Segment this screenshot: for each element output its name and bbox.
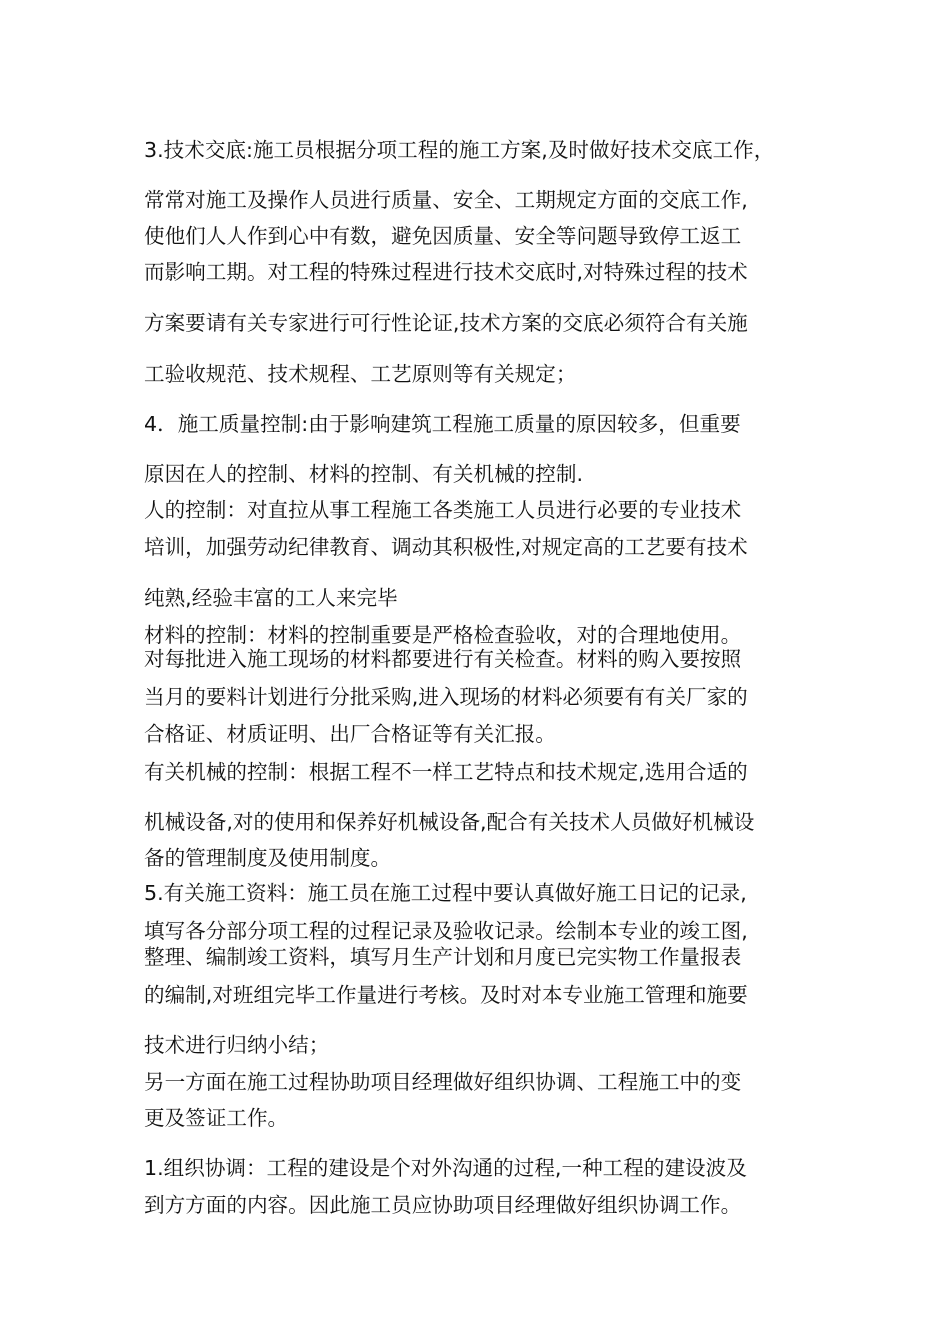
paragraph-line: 工验收规范、技术规程、工艺原则等有关规定； [144, 362, 577, 386]
paragraph-line: 使他们人人作到心中有数，避免因质量、安全等问题导致停工返工 [144, 224, 742, 248]
paragraph-line: 纯熟,经验丰富的工人来完毕 [144, 586, 398, 610]
paragraph-line: 4．施工质量控制:由于影响建筑工程施工质量的原因较多，但重要 [144, 412, 741, 436]
paragraph-line: 的编制,对班组完毕工作量进行考核。及时对本专业施工管理和施要 [144, 983, 748, 1007]
paragraph-line: 到方方面的内容。因此施工员应协助项目经理做好组织协调工作。 [144, 1193, 742, 1217]
paragraph-line: 原因在人的控制、材料的控制、有关机械的控制. [144, 462, 584, 486]
paragraph-line: 人的控制：对直拉从事工程施工各类施工人员进行必要的专业技术 [144, 498, 742, 522]
paragraph-line: 填写各分部分项工程的过程记录及验收记录。绘制本专业的竣工图, [144, 919, 748, 943]
paragraph-line: 当月的要料计划进行分批采购,进入现场的材料必须要有有关厂家的 [144, 685, 748, 709]
paragraph-line: 材料的控制：材料的控制重要是严格检查验收，对的合理地使用。 [144, 623, 742, 647]
paragraph-line: 机械设备,对的使用和保养好机械设备,配合有关技术人员做好机械设 [144, 810, 755, 834]
paragraph-line: 而影响工期。对工程的特殊过程进行技术交底时,对特殊过程的技术 [144, 260, 748, 284]
paragraph-line: 更及签证工作。 [144, 1106, 289, 1130]
paragraph-line: 合格证、材质证明、出厂合格证等有关汇报。 [144, 722, 556, 746]
paragraph-line: 1.组织协调：工程的建设是个对外沟通的过程,一种工程的建设波及 [144, 1156, 747, 1180]
paragraph-line: 常常对施工及操作人员进行质量、安全、工期规定方面的交底工作, [144, 188, 748, 212]
paragraph-line: 3.技术交底:施工员根据分项工程的施工方案,及时做好技术交底工作， [144, 138, 775, 162]
paragraph-line: 技术进行归纳小结； [144, 1033, 330, 1057]
paragraph-line: 对每批进入施工现场的材料都要进行有关检查。材料的购入要按照 [144, 647, 742, 671]
paragraph-line: 培训，加强劳动纪律教育、调动其积极性,对规定高的工艺要有技术 [144, 535, 748, 559]
paragraph-line: 5.有关施工资料：施工员在施工过程中要认真做好施工日记的记录, [144, 881, 747, 905]
paragraph-line: 另一方面在施工过程协助项目经理做好组织协调、工程施工中的变 [144, 1070, 742, 1094]
paragraph-line: 备的管理制度及使用制度。 [144, 846, 392, 870]
paragraph-line: 方案要请有关专家进行可行性论证,技术方案的交底必须符合有关施 [144, 311, 748, 335]
paragraph-line: 有关机械的控制：根据工程不一样工艺特点和技术规定,选用合适的 [144, 760, 748, 784]
paragraph-line: 整理、编制竣工资料，填写月生产计划和月度已完实物工作量报表 [144, 945, 742, 969]
